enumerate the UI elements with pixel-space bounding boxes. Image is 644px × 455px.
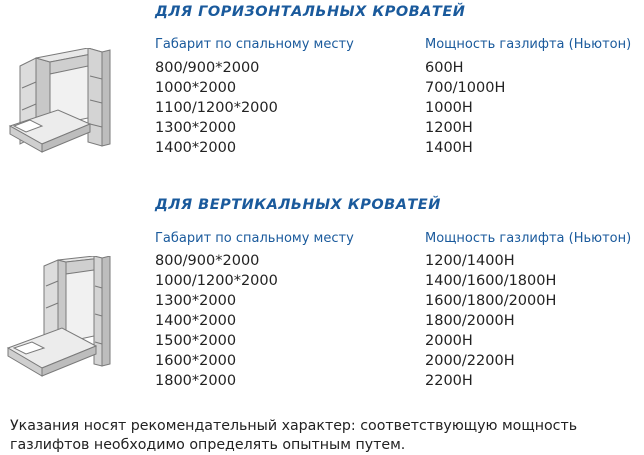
vertical-bed-illustration bbox=[6, 256, 118, 382]
table-cell-force: 1200/1400Н bbox=[425, 253, 515, 269]
table-cell-size: 1000/1200*2000 bbox=[155, 273, 278, 289]
table-cell-force: 1800/2000Н bbox=[425, 313, 515, 329]
horizontal-size-header: Габарит по спальному месту bbox=[155, 37, 354, 52]
table-cell-size: 800/900*2000 bbox=[155, 253, 260, 269]
table-cell-force: 1400Н bbox=[425, 140, 473, 156]
table-cell-size: 1800*2000 bbox=[155, 373, 237, 389]
table-cell-force: 700/1000Н bbox=[425, 80, 506, 96]
table-cell-size: 1300*2000 bbox=[155, 120, 237, 136]
table-cell-size: 1100/1200*2000 bbox=[155, 100, 278, 116]
table-cell-force: 1000Н bbox=[425, 100, 473, 116]
table-cell-size: 1600*2000 bbox=[155, 353, 237, 369]
vertical-section-title: ДЛЯ ВЕРТИКАЛЬНЫХ КРОВАТЕЙ bbox=[155, 197, 441, 213]
table-cell-size: 800/900*2000 bbox=[155, 60, 260, 76]
horizontal-size-list bbox=[155, 58, 278, 158]
table-cell-force: 2000Н bbox=[425, 333, 473, 349]
horizontal-section-title: ДЛЯ ГОРИЗОНТАЛЬНЫХ КРОВАТЕЙ bbox=[155, 4, 466, 20]
table-cell-force: 2000/2200Н bbox=[425, 353, 515, 369]
table-cell-size: 1400*2000 bbox=[155, 313, 237, 329]
table-cell-size: 1300*2000 bbox=[155, 293, 237, 309]
table-cell-size: 1000*2000 bbox=[155, 80, 237, 96]
table-cell-force: 600Н bbox=[425, 60, 464, 76]
table-cell-force: 1600/1800/2000Н bbox=[425, 293, 557, 309]
vertical-size-header: Габарит по спальному месту bbox=[155, 231, 354, 246]
vertical-force-list bbox=[425, 251, 556, 391]
horizontal-bed-illustration bbox=[6, 48, 118, 160]
horizontal-force-list bbox=[425, 58, 505, 158]
vertical-force-header: Мощность газлифта (Ньютон) bbox=[425, 231, 632, 246]
table-cell-size: 1500*2000 bbox=[155, 333, 237, 349]
table-cell-force: 2200Н bbox=[425, 373, 473, 389]
horizontal-force-header: Мощность газлифта (Ньютон) bbox=[425, 37, 632, 52]
vertical-size-list bbox=[155, 251, 278, 391]
recommendation-note: Указания носят рекомендательный характер: соответствующую мощность газлифтов необходимо определять опытным путем. bbox=[10, 418, 578, 453]
table-cell-size: 1400*2000 bbox=[155, 140, 237, 156]
table-cell-force: 1400/1600/1800Н bbox=[425, 273, 557, 289]
table-cell-force: 1200Н bbox=[425, 120, 473, 136]
